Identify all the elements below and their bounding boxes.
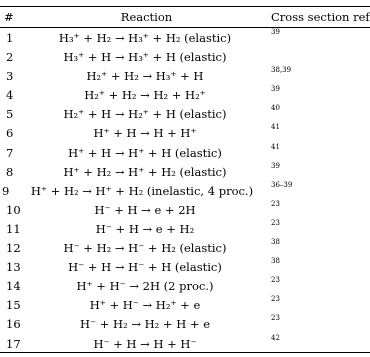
row-number: 7	[6, 145, 14, 160]
row-reference: 23	[271, 199, 280, 208]
row-number: 6	[6, 126, 14, 141]
table-row	[0, 276, 370, 295]
row-reaction: H⁻ + H → H⁻ + H (elastic)	[68, 260, 222, 275]
row-reference: 23	[271, 314, 280, 323]
table-row	[0, 219, 370, 238]
row-reaction: H₃⁺ + H₂ → H₃⁺ + H₂ (elastic)	[58, 31, 232, 45]
row-reference: 38,39	[271, 66, 292, 75]
table-header	[0, 8, 370, 26]
table-row	[0, 238, 370, 257]
row-reaction: H⁻ + H → e + H₂	[95, 221, 195, 236]
row-reference: 23	[271, 218, 280, 227]
row-reference: 42	[271, 333, 280, 342]
row-number: 13	[6, 260, 21, 275]
table-row	[0, 314, 370, 333]
table-row	[0, 104, 370, 123]
row-number: 1	[6, 31, 14, 45]
row-number: 5	[6, 107, 14, 122]
table-bottom-rule	[0, 352, 370, 353]
row-number: 15	[6, 298, 21, 313]
table-body	[0, 28, 370, 353]
row-reference: 38	[271, 257, 280, 266]
row-number: 9	[2, 183, 10, 198]
row-reaction: H⁻ + H → e + 2H	[94, 202, 196, 217]
header-reference: Cross section ref	[271, 10, 370, 24]
row-number: 11	[6, 221, 21, 236]
table-row	[0, 85, 370, 104]
table-row	[0, 28, 370, 47]
row-reaction: H₂⁺ + H → H₂⁺ + H (elastic)	[63, 107, 227, 122]
row-reference: 23	[271, 295, 280, 304]
table-row	[0, 47, 370, 66]
row-number: 17	[6, 336, 21, 351]
row-number: 16	[6, 317, 21, 332]
table-row	[0, 66, 370, 85]
table-row	[0, 123, 370, 142]
row-reaction: H⁺ + H₂ → H⁺ + H₂ (inelastic, 4 proc.)	[30, 183, 254, 198]
row-reaction: H₃⁺ + H → H₃⁺ + H (elastic)	[63, 50, 227, 65]
row-reaction: H₂⁺ + H₂ → H₃⁺ + H	[86, 69, 204, 84]
table-row	[0, 143, 370, 162]
header-number: #	[4, 10, 14, 24]
table-row	[0, 162, 370, 181]
row-reference: 39	[271, 28, 280, 36]
row-number: 12	[6, 241, 21, 256]
row-reference: 39	[271, 161, 280, 170]
row-reference: 41	[271, 142, 280, 151]
table-row	[0, 334, 370, 353]
table-row	[0, 257, 370, 276]
row-reference: 38	[271, 238, 280, 247]
row-reaction: H⁺ + H → H⁺ + H (elastic)	[68, 145, 222, 160]
table-row	[0, 200, 370, 219]
row-number: 2	[6, 50, 14, 65]
row-reference: 39	[271, 85, 280, 94]
table-row	[0, 181, 370, 200]
row-reference: 40	[271, 104, 280, 113]
row-reaction: H⁻ + H → H + H⁻	[93, 336, 197, 351]
row-reaction: H⁺ + H⁻ → 2H (2 proc.)	[76, 279, 214, 294]
row-reference: 23	[271, 276, 280, 285]
row-reaction: H₂⁺ + H₂ → H₂ + H₂⁺	[84, 88, 206, 103]
row-reaction: H⁺ + H⁻ → H₂⁺ + e	[89, 298, 201, 313]
row-reaction: H⁻ + H₂ → H⁻ + H₂ (elastic)	[63, 241, 227, 256]
row-number: 3	[6, 69, 14, 84]
row-reaction: H⁻ + H₂ → H₂ + H + e	[80, 317, 210, 332]
row-reaction: H⁺ + H → H + H⁺	[93, 126, 197, 141]
row-number: 4	[6, 88, 14, 103]
row-number: 10	[6, 202, 21, 217]
row-number: 14	[6, 279, 21, 294]
row-reaction: H⁺ + H₂ → H⁺ + H₂ (elastic)	[63, 164, 227, 179]
table-row	[0, 295, 370, 314]
table-top-rule	[0, 6, 370, 7]
header-reaction: Reaction	[120, 10, 173, 24]
row-reference: 41	[271, 123, 280, 132]
row-reference: 36–39	[271, 180, 293, 189]
row-number: 8	[6, 164, 14, 179]
